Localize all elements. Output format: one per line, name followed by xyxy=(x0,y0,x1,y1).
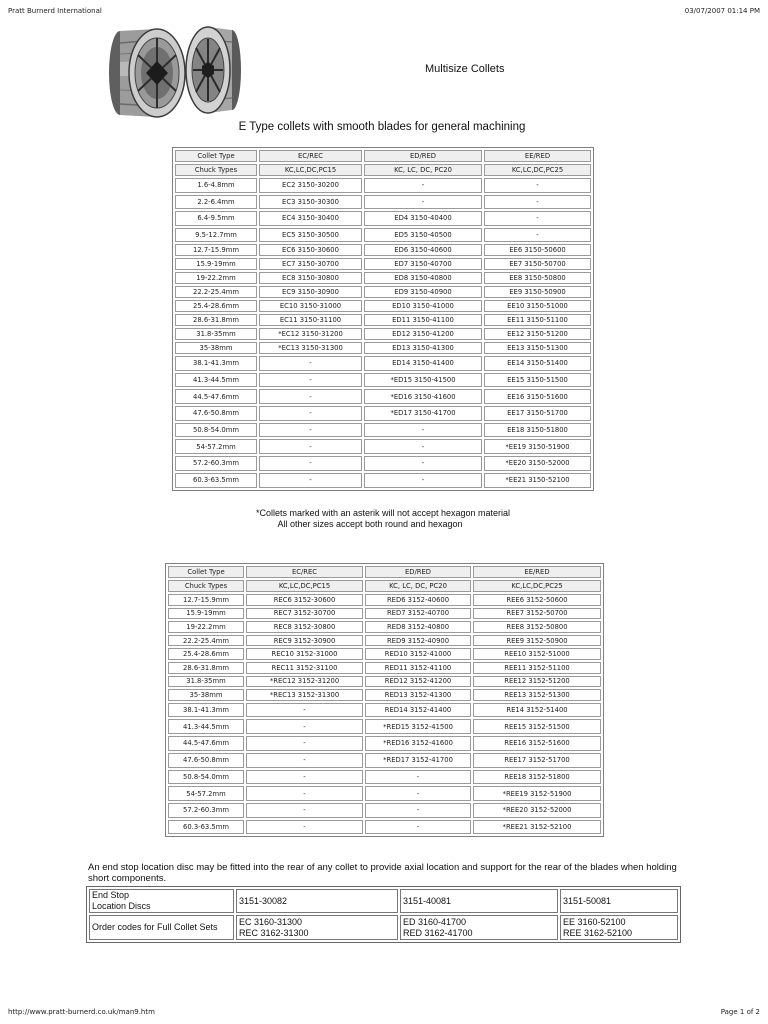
column-header-row xyxy=(175,150,591,162)
ec-rec-cell: *REC12 3152-31200 xyxy=(246,676,363,688)
row-label-line: End Stop xyxy=(92,890,130,900)
table-row xyxy=(175,178,591,193)
collet-photo-icon xyxy=(104,18,244,126)
ec-rec-cell: - xyxy=(246,736,363,751)
column-header: EE/RED xyxy=(484,150,591,162)
size-range-cell: 31.8-35mm xyxy=(175,328,257,340)
ed-red-cell: ED9 3150-40900 xyxy=(364,286,482,298)
table-row xyxy=(168,648,601,660)
ed-red-cell: - xyxy=(364,456,482,471)
size-range-cell: 38.1-41.3mm xyxy=(175,356,257,371)
table-row xyxy=(175,272,591,284)
table-row xyxy=(175,439,591,454)
ed-red-cell: ED12 3150-41200 xyxy=(364,328,482,340)
ed-red-cell: ED10 3150-41000 xyxy=(364,300,482,312)
table-row xyxy=(175,228,591,243)
hexagon-note-line: All other sizes accept both round and hexagon xyxy=(277,519,463,529)
table-row xyxy=(175,195,591,210)
ed-red-cell: *RED15 3152-41500 xyxy=(365,719,471,734)
ee-ree-cell: EE12 3150-51200 xyxy=(484,328,591,340)
size-range-cell: 50.8-54.0mm xyxy=(175,423,257,438)
ed-red-cell: RED7 3152-40700 xyxy=(365,608,471,620)
ee-part-cell xyxy=(560,889,678,913)
ed-red-cell: *RED16 3152-41600 xyxy=(365,736,471,751)
part-number: 3151-50081 xyxy=(563,895,612,906)
table-row xyxy=(168,786,601,801)
chuck-types-row xyxy=(175,164,591,176)
ee-ree-cell: - xyxy=(484,178,591,193)
size-range-cell: 60.3-63.5mm xyxy=(168,820,244,835)
column-header: Collet Type xyxy=(175,150,257,162)
table-row xyxy=(175,423,591,438)
size-range-cell: 19-22.2mm xyxy=(168,621,244,633)
ed-red-cell: ED6 3150-40600 xyxy=(364,244,482,256)
ed-red-cell: RED11 3152-41100 xyxy=(365,662,471,674)
size-range-cell: 57.2-60.3mm xyxy=(175,456,257,471)
ed-red-cell: - xyxy=(365,786,471,801)
ec-rec-cell: EC4 3150-30400 xyxy=(259,211,362,226)
size-range-cell: 44.5-47.6mm xyxy=(175,389,257,404)
ee-ree-cell: EE7 3150-50700 xyxy=(484,258,591,270)
ee-ree-cell: REE13 3152-51300 xyxy=(473,689,601,701)
table-row xyxy=(168,753,601,768)
size-range-cell: 35-38mm xyxy=(168,689,244,701)
ec-rec-cell: - xyxy=(259,356,362,371)
table-row xyxy=(175,406,591,421)
chuck-type-cell: Chuck Types xyxy=(168,580,244,592)
ed-part-cell xyxy=(400,889,558,913)
ed-red-cell: ED14 3150-41400 xyxy=(364,356,482,371)
row-label-line: Location Discs xyxy=(92,901,151,911)
ec-rec-cell: - xyxy=(246,753,363,768)
ee-ree-cell: - xyxy=(484,211,591,226)
print-footer-page-number: Page 1 of 2 xyxy=(720,1008,760,1016)
row-label-cell xyxy=(89,889,234,913)
ed-red-cell: *ED15 3150-41500 xyxy=(364,373,482,388)
ec-rec-cell: *EC13 3150-31300 xyxy=(259,342,362,354)
ee-ree-cell: *REE19 3152-51900 xyxy=(473,786,601,801)
column-header-row xyxy=(168,566,601,578)
part-number: RED 3162-41700 xyxy=(403,927,473,938)
ee-ree-cell: *REE20 3152-52000 xyxy=(473,803,601,818)
ee-ree-cell: - xyxy=(484,195,591,210)
ec-rec-cell: *REC13 3152-31300 xyxy=(246,689,363,701)
ec-rec-cell: - xyxy=(259,389,362,404)
size-range-cell: 19-22.2mm xyxy=(175,272,257,284)
ed-red-cell: - xyxy=(364,195,482,210)
column-header: ED/RED xyxy=(365,566,471,578)
ed-red-cell: RED12 3152-41200 xyxy=(365,676,471,688)
ed-red-cell: - xyxy=(365,803,471,818)
ec-rec-cell: - xyxy=(259,423,362,438)
size-range-cell: 50.8-54.0mm xyxy=(168,770,244,785)
ed-red-cell: ED8 3150-40800 xyxy=(364,272,482,284)
ee-ree-cell: EE10 3150-51000 xyxy=(484,300,591,312)
chuck-type-cell: KC,LC,DC,PC25 xyxy=(473,580,601,592)
ed-red-cell: - xyxy=(364,423,482,438)
ec-rec-cell: - xyxy=(259,373,362,388)
table-row xyxy=(168,689,601,701)
ee-ree-cell: REE16 3152-51600 xyxy=(473,736,601,751)
size-range-cell: 41.3-44.5mm xyxy=(168,719,244,734)
part-number: REE 3162-52100 xyxy=(563,927,633,938)
table-row xyxy=(168,662,601,674)
table-row xyxy=(175,389,591,404)
ee-ree-cell: - xyxy=(484,228,591,243)
part-number: REC 3162-31300 xyxy=(239,927,309,938)
table-row xyxy=(168,770,601,785)
part-number: 3151-30082 xyxy=(239,895,288,906)
ee-ree-cell: EE8 3150-50800 xyxy=(484,272,591,284)
size-range-cell: 25.4-28.6mm xyxy=(168,648,244,660)
table-row xyxy=(168,703,601,718)
standard-collets-table xyxy=(172,147,594,491)
ec-rec-cell: REC9 3152-30900 xyxy=(246,635,363,647)
ed-red-cell: - xyxy=(364,473,482,488)
size-range-cell: 15.9-19mm xyxy=(168,608,244,620)
size-range-cell: 9.5-12.7mm xyxy=(175,228,257,243)
ee-ree-cell: *EE19 3150-51900 xyxy=(484,439,591,454)
ed-red-cell: ED5 3150-40500 xyxy=(364,228,482,243)
ee-ree-cell: EE16 3150-51600 xyxy=(484,389,591,404)
column-header: Collet Type xyxy=(168,566,244,578)
ed-red-cell: - xyxy=(364,439,482,454)
ee-ree-cell: EE14 3150-51400 xyxy=(484,356,591,371)
ec-rec-cell: EC9 3150-30900 xyxy=(259,286,362,298)
size-range-cell: 35-38mm xyxy=(175,342,257,354)
ee-ree-cell: *EE21 3150-52100 xyxy=(484,473,591,488)
size-range-cell: 22.2-25.4mm xyxy=(168,635,244,647)
ec-rec-cell: EC5 3150-30500 xyxy=(259,228,362,243)
ee-ree-cell: REE6 3152-50600 xyxy=(473,594,601,606)
right-collet xyxy=(186,27,241,113)
ed-red-cell: *RED17 3152-41700 xyxy=(365,753,471,768)
ec-rec-cell: - xyxy=(246,820,363,835)
ec-rec-cell: EC10 3150-31000 xyxy=(259,300,362,312)
table-row xyxy=(168,608,601,620)
full-collet-sets-row xyxy=(89,915,678,940)
ed-red-cell: RED10 3152-41000 xyxy=(365,648,471,660)
size-range-cell: 12.7-15.9mm xyxy=(168,594,244,606)
part-number: 3151-40081 xyxy=(403,895,452,906)
ee-ree-cell: EE18 3150-51800 xyxy=(484,423,591,438)
ec-rec-cell: REC11 3152-31100 xyxy=(246,662,363,674)
page-title: Multisize Collets xyxy=(425,63,505,75)
ec-rec-cell: REC10 3152-31000 xyxy=(246,648,363,660)
ec-rec-cell: - xyxy=(259,473,362,488)
ee-ree-cell: REE11 3152-51100 xyxy=(473,662,601,674)
table-row xyxy=(175,373,591,388)
ed-red-cell: ED13 3150-41300 xyxy=(364,342,482,354)
table-row xyxy=(175,314,591,326)
ee-ree-cell: REE10 3152-51000 xyxy=(473,648,601,660)
table-row xyxy=(175,342,591,354)
size-range-cell: 57.2-60.3mm xyxy=(168,803,244,818)
table-row xyxy=(168,736,601,751)
ee-ree-cell: EE9 3150-50900 xyxy=(484,286,591,298)
ee-ree-cell: EE17 3150-51700 xyxy=(484,406,591,421)
ec-rec-cell: - xyxy=(246,803,363,818)
ee-ree-cell: *EE20 3150-52000 xyxy=(484,456,591,471)
ee-ree-cell: REE17 3152-51700 xyxy=(473,753,601,768)
end-stop-table xyxy=(86,886,681,943)
part-number: EC 3160-31300 xyxy=(239,916,303,927)
ec-rec-cell: - xyxy=(246,703,363,718)
table-row xyxy=(168,719,601,734)
ee-ree-cell: EE6 3150-50600 xyxy=(484,244,591,256)
print-footer-url: http://www.pratt-burnerd.co.uk/man9.htm xyxy=(8,1008,155,1016)
ed-red-cell: *ED17 3150-41700 xyxy=(364,406,482,421)
table-row xyxy=(168,621,601,633)
ed-part-cell xyxy=(400,915,558,940)
column-header: EC/REC xyxy=(259,150,362,162)
chuck-type-cell: KC, LC, DC, PC20 xyxy=(365,580,471,592)
ed-red-cell: RED14 3152-41400 xyxy=(365,703,471,718)
ee-ree-cell: REE8 3152-50800 xyxy=(473,621,601,633)
ed-red-cell: ED7 3150-40700 xyxy=(364,258,482,270)
column-header: EC/REC xyxy=(246,566,363,578)
ec-rec-cell: EC7 3150-30700 xyxy=(259,258,362,270)
table-row xyxy=(168,594,601,606)
table-row xyxy=(168,676,601,688)
ec-rec-cell: EC2 3150-30200 xyxy=(259,178,362,193)
size-range-cell: 60.3-63.5mm xyxy=(175,473,257,488)
ed-red-cell: - xyxy=(365,820,471,835)
print-header-site-title: Pratt Burnerd International xyxy=(8,7,102,15)
table-row xyxy=(175,300,591,312)
column-header: ED/RED xyxy=(364,150,482,162)
row-label-line: Order codes for Full Collet Sets xyxy=(92,922,218,932)
ee-ree-cell: REE7 3152-50700 xyxy=(473,608,601,620)
size-range-cell: 2.2-6.4mm xyxy=(175,195,257,210)
ee-ree-cell: EE11 3150-51100 xyxy=(484,314,591,326)
ec-part-cell xyxy=(236,915,398,940)
table-row xyxy=(168,635,601,647)
table-row xyxy=(175,244,591,256)
row-label-cell xyxy=(89,915,234,940)
ec-rec-cell: - xyxy=(259,439,362,454)
size-range-cell: 44.5-47.6mm xyxy=(168,736,244,751)
ee-ree-cell: REE18 3152-51800 xyxy=(473,770,601,785)
ec-rec-cell: - xyxy=(246,719,363,734)
ee-ree-cell: REE12 3152-51200 xyxy=(473,676,601,688)
ec-rec-cell: REC8 3152-30800 xyxy=(246,621,363,633)
size-range-cell: 41.3-44.5mm xyxy=(175,373,257,388)
chuck-type-cell: Chuck Types xyxy=(175,164,257,176)
ee-ree-cell: REE9 3152-50900 xyxy=(473,635,601,647)
ec-rec-cell: EC6 3150-30600 xyxy=(259,244,362,256)
ee-ree-cell: REE15 3152-51500 xyxy=(473,719,601,734)
size-range-cell: 47.6-50.8mm xyxy=(175,406,257,421)
chuck-type-cell: KC,LC,DC,PC15 xyxy=(259,164,362,176)
ec-rec-cell: - xyxy=(246,786,363,801)
ed-red-cell: RED13 3152-41300 xyxy=(365,689,471,701)
chuck-type-cell: KC,LC,DC,PC15 xyxy=(246,580,363,592)
size-range-cell: 54-57.2mm xyxy=(175,439,257,454)
size-range-cell: 15.9-19mm xyxy=(175,258,257,270)
ec-rec-cell: - xyxy=(246,770,363,785)
ed-red-cell: RED8 3152-40800 xyxy=(365,621,471,633)
table-row xyxy=(175,328,591,340)
ec-part-cell xyxy=(236,889,398,913)
ed-red-cell: ED4 3150-40400 xyxy=(364,211,482,226)
ee-ree-cell: EE15 3150-51500 xyxy=(484,373,591,388)
table-row xyxy=(175,473,591,488)
chuck-type-cell: KC,LC,DC,PC25 xyxy=(484,164,591,176)
section-heading: E Type collets with smooth blades for general machining xyxy=(238,121,526,133)
ec-rec-cell: - xyxy=(259,456,362,471)
ee-ree-cell: EE13 3150-51300 xyxy=(484,342,591,354)
table-row xyxy=(175,356,591,371)
ec-rec-cell: REC7 3152-30700 xyxy=(246,608,363,620)
ee-ree-cell: *REE21 3152-52100 xyxy=(473,820,601,835)
size-range-cell: 28.6-31.8mm xyxy=(168,662,244,674)
print-header-timestamp: 03/07/2007 01:14 PM xyxy=(684,7,760,15)
ed-red-cell: RED9 3152-40900 xyxy=(365,635,471,647)
ed-red-cell: - xyxy=(365,770,471,785)
ec-rec-cell: *EC12 3150-31200 xyxy=(259,328,362,340)
column-header: EE/RED xyxy=(473,566,601,578)
end-stop-intro-paragraph: An end stop location disc may be fitted into the rear of any collet to provide axial location and support for the rear of the blades when holding short components. xyxy=(88,862,677,884)
table-row xyxy=(175,258,591,270)
left-collet xyxy=(109,29,185,117)
ed-red-cell: *ED16 3150-41600 xyxy=(364,389,482,404)
ec-rec-cell: EC8 3150-30800 xyxy=(259,272,362,284)
table-row xyxy=(175,456,591,471)
ec-rec-cell: EC3 3150-30300 xyxy=(259,195,362,210)
size-range-cell: 22.2-25.4mm xyxy=(175,286,257,298)
ed-red-cell: RED6 3152-40600 xyxy=(365,594,471,606)
size-range-cell: 54-57.2mm xyxy=(168,786,244,801)
size-range-cell: 38.1-41.3mm xyxy=(168,703,244,718)
ee-ree-cell: RE14 3152-51400 xyxy=(473,703,601,718)
size-range-cell: 47.6-50.8mm xyxy=(168,753,244,768)
part-number: EE 3160-52100 xyxy=(563,916,626,927)
size-range-cell: 31.8-35mm xyxy=(168,676,244,688)
ec-rec-cell: - xyxy=(259,406,362,421)
reversed-collets-table xyxy=(165,563,604,837)
chuck-type-cell: KC, LC, DC, PC20 xyxy=(364,164,482,176)
ec-rec-cell: REC6 3152-30600 xyxy=(246,594,363,606)
size-range-cell: 1.6-4.8mm xyxy=(175,178,257,193)
size-range-cell: 28.6-31.8mm xyxy=(175,314,257,326)
ec-rec-cell: EC11 3150-31100 xyxy=(259,314,362,326)
end-stop-discs-row xyxy=(89,889,678,913)
size-range-cell: 6.4-9.5mm xyxy=(175,211,257,226)
chuck-types-row xyxy=(168,580,601,592)
asterisk-note-line: *Collets marked with an asterik will not accept hexagon material xyxy=(255,508,511,518)
table-row xyxy=(175,211,591,226)
part-number: ED 3160-41700 xyxy=(403,916,467,927)
table-row xyxy=(168,820,601,835)
table-row xyxy=(175,286,591,298)
ee-part-cell xyxy=(560,915,678,940)
ed-red-cell: - xyxy=(364,178,482,193)
ed-red-cell: ED11 3150-41100 xyxy=(364,314,482,326)
size-range-cell: 25.4-28.6mm xyxy=(175,300,257,312)
table-row xyxy=(168,803,601,818)
size-range-cell: 12.7-15.9mm xyxy=(175,244,257,256)
